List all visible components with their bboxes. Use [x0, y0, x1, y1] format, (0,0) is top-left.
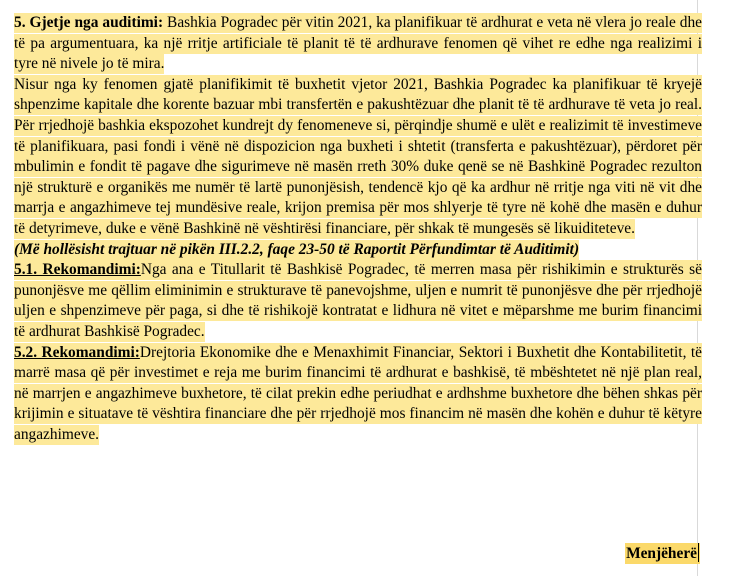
text-cursor [698, 543, 699, 562]
report-reference: (Më hollësisht trajtuar në pikën III.2.2, faqe 23-50 të Raportit Përfundimtar të Auditimit) [14, 240, 580, 258]
recommendation-text: Nga ana e Titullarit të Bashkisë Pogradec, të merren masa për rishikimin e strukturës së punonjësve me qëllim eliminimin e strukturave të panevojshme, uljen e numrit të punonjësve dhe për rrjedhojë uljen e shpenzimeve për paga, si dhe të rishikojë kontratat e lidhura në vitet e mëparshme me burim financimi të ardhurat Bashkisë Pogradec. [14, 261, 702, 340]
recommendation-5-2 [14, 343, 702, 446]
recommendation-label: 5.1. Rekomandimi: [14, 261, 141, 279]
finding-paragraph [14, 13, 702, 75]
finding-heading: 5. Gjetje nga auditimi: [14, 14, 164, 31]
recommendation-text: Drejtoria Ekonomike dhe e Menaxhimit Financiar, Sektori i Buxhetit dhe Kontabilitetit, të marrë masa që për investimet e reja me burim financimi të ardhurat e bashkisë, të mbështetet në një plan real, në marrjen e angazhimeve buxhetore, të cilat prekin edhe periudhat e ardhshme buxhetore dhe bëhen shkas për krijimin e situatave të vështira financiare dhe për rrjedhojë mos financim në masën dhe kohën e duhur të këtyre angazhimeve. [14, 343, 702, 443]
recommendation-label: 5.2. Rekomandimi: [14, 343, 140, 361]
finding-body-paragraph [14, 75, 702, 240]
finding-summary: Bashkia Pogradec për vitin 2021, ka planifikuar të ardhurat e veta në vlera jo reale dhe të pa argumentuara, ka një rritje artificiale të planit të të ardhurave fenomen që vihet re edhe nga realizimi i tyre në nivele jo të mira. [14, 14, 702, 73]
deadline-label [625, 543, 700, 564]
recommendation-5-1 [14, 260, 702, 342]
document-body[interactable] [14, 13, 702, 445]
reference-paragraph [14, 240, 702, 261]
deadline-text: Menjëherë [626, 545, 697, 562]
finding-body: Nisur nga ky fenomen gjatë planifikimit të buxhetit vjetor 2021, Bashkia Pogradec ka planifikuar të kryejë shpenzime kapitale dhe korente bazuar mbi transfertën e pakushtëzuar dhe planit të të ardhurave të veta jo real. Për rrjedhojë bashkia ekspozohet kundrejt dy fenomeneve si, përqindje shumë e ulët e realizimit të investimeve të planifikuara, pasi fondi i vënë në dispozicion nga buxheti i shtetit (transferta e pakushtëzuar), përdoret për mbulimin e fondit të pagave dhe sigurimeve në masën rreth 30% duke qenë se në Bashkinë Pogradec rezulton një strukturë e organikës me numër të lartë punonjësish, tendencë kjo që ka ardhur në rritje nga viti në vit dhe marrja e angazhimeve tej mundësive reale, krijon premisa për mos shlyerje të tyre në kohë dhe masën e duhur të detyrimeve, duke e vënë Bashkinë në vështirësi financiare, për shkak të mungesës së likuiditeteve. [14, 75, 702, 237]
